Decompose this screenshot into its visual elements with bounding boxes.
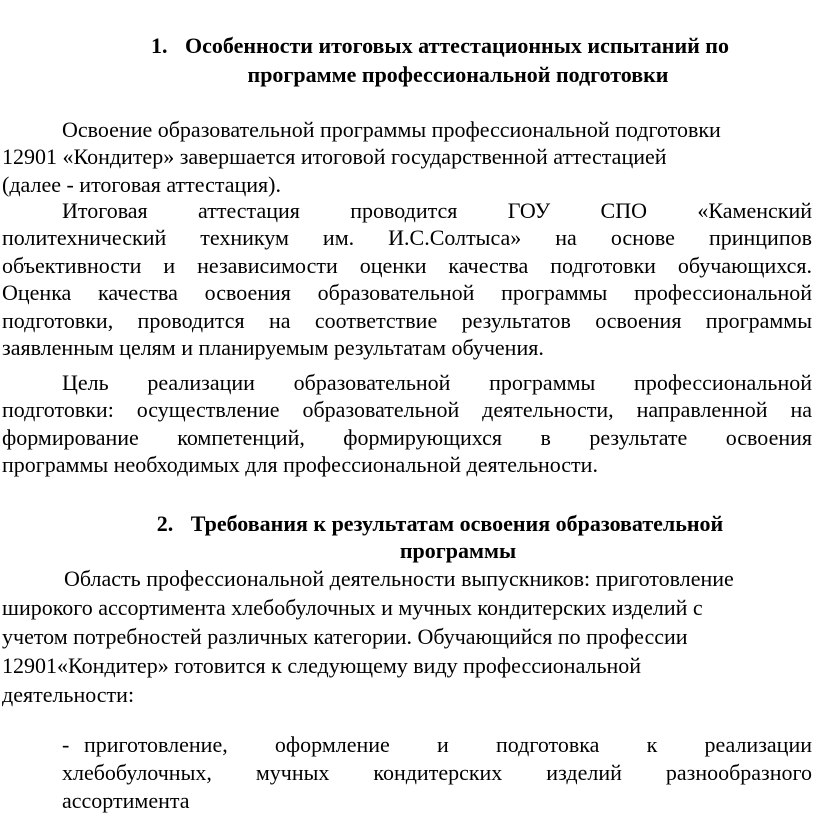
- paragraph-line: объективности и независимости оценки качества подготовки обучающихся.: [2, 252, 812, 278]
- activity-list: [62, 731, 812, 815]
- paragraph-line: формирование компетенций, формирующихся в результате освоения: [2, 424, 812, 450]
- paragraph-line: деятельности:: [2, 682, 135, 707]
- paragraph-line: подготовки: осуществление образовательной деятельности, направленной на: [2, 397, 812, 423]
- paragraph-line: широкого ассортимента хлебобулочных и мучных кондитерских изделий с: [2, 595, 703, 620]
- section-2-title-line-1: [0, 510, 816, 538]
- paragraph-line: 12901«Кондитер» готовится к следующему виду профессиональной: [2, 653, 642, 678]
- paragraph-goal: [2, 369, 812, 479]
- section-1-number: 1.: [151, 33, 168, 58]
- section-2-number: 2.: [156, 511, 174, 536]
- paragraph-line: Итоговая аттестация проводится ГОУ СПО «Каменский: [62, 198, 812, 223]
- section-1-title-line-2: программе профессиональной подготовки: [247, 62, 669, 87]
- paragraph-line: 12901 «Кондитер» завершается итоговой государственной аттестацией: [2, 144, 667, 170]
- paragraph-line: подготовки, проводится на соответствие результатов освоения программы: [2, 307, 812, 333]
- paragraph-line: программы необходимых для профессиональной деятельности.: [2, 452, 598, 478]
- list-item: [62, 731, 812, 759]
- paragraph-line: заявленным целям и планируемым результатам обучения.: [2, 335, 544, 361]
- paragraph-line: (далее - итоговая аттестация).: [2, 171, 282, 197]
- paragraph-line: учетом потребностей различных категории. Обучающийся по профессии: [2, 624, 688, 649]
- paragraph-line: Освоение образовательной программы профессиональной подготовки: [62, 117, 721, 142]
- paragraph-line: политехнический техникум им. И.С.Солтыса» на основе принципов: [2, 225, 812, 251]
- paragraph-line: Цель реализации образовательной программы профессиональной: [62, 370, 812, 395]
- list-marker: -: [62, 732, 70, 757]
- list-item-line: хлебобулочных, мучных кондитерских изделий разнообразного: [62, 760, 812, 785]
- paragraph-professional-area: [2, 564, 812, 709]
- paragraph-line: Область профессиональной деятельности выпускников: приготовление: [64, 566, 734, 591]
- section-1-title-line-1: [0, 32, 816, 60]
- section-2-title-text: Требования к результатам освоения образовательной: [190, 511, 724, 536]
- list-item-line: ассортимента: [62, 788, 190, 813]
- list-item-line: приготовление, оформление и подготовка к реализации: [84, 732, 812, 757]
- paragraph-attestation: [2, 197, 812, 361]
- section-2-title-line-2: программы: [399, 538, 517, 563]
- paragraph-line: Оценка качества освоения образовательной программы профессиональной: [2, 280, 812, 306]
- section-1-title-text: Особенности итоговых аттестационных испытаний по: [185, 33, 729, 58]
- paragraph-completion: [2, 116, 812, 198]
